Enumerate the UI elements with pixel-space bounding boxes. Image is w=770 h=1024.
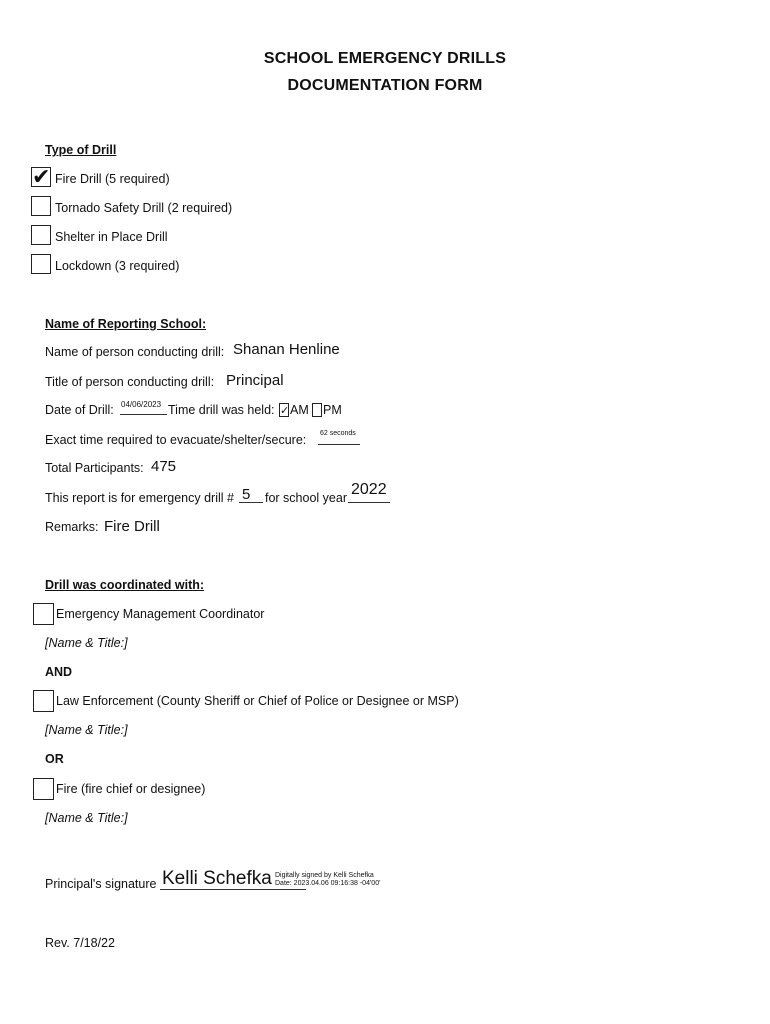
report-number-underline: [239, 502, 263, 503]
type-of-drill-heading: Type of Drill: [45, 143, 117, 157]
law-enforcement-label: Law Enforcement (County Sheriff or Chief of Police or Designee or MSP): [56, 694, 459, 708]
date-field[interactable]: 04/06/2023: [121, 400, 162, 409]
participants-label: Total Participants:: [45, 461, 144, 475]
digital-signature-info: Digitally signed by Kelli Schefka: [275, 872, 374, 879]
or-label: OR: [45, 752, 64, 766]
check-icon: ✔: [32, 164, 51, 189]
fire-chief-label: Fire (fire chief or designee): [56, 782, 206, 796]
date-label: Date of Drill:: [45, 403, 114, 417]
exact-time-field[interactable]: 62 seconds: [320, 430, 356, 437]
check-icon: ✓: [280, 405, 290, 417]
tornado-drill-checkbox[interactable]: [31, 196, 51, 216]
pm-checkbox[interactable]: [312, 403, 322, 417]
law-enforcement-checkbox[interactable]: [33, 690, 54, 712]
emergency-mgmt-checkbox[interactable]: [33, 603, 54, 625]
time-held-label: Time drill was held:: [168, 403, 275, 417]
signature-label: Principal's signature: [45, 877, 157, 891]
tornado-drill-label: Tornado Safety Drill (2 required): [55, 201, 233, 215]
law-name-title-label: [Name & Title:]: [45, 723, 128, 737]
fire-name-title-label: [Name & Title:]: [45, 811, 128, 825]
report-number-field[interactable]: 5: [242, 486, 251, 503]
emergency-name-title-label: [Name & Title:]: [45, 636, 128, 650]
revision-label: Rev. 7/18/22: [45, 936, 115, 950]
remarks-field[interactable]: Fire Drill: [104, 518, 160, 535]
date-underline: [120, 414, 167, 415]
form-title-line2: DOCUMENTATION FORM: [287, 77, 483, 94]
fire-chief-checkbox[interactable]: [33, 778, 54, 800]
emergency-mgmt-label: Emergency Management Coordinator: [56, 607, 265, 621]
and-label: AND: [45, 665, 73, 679]
lockdown-drill-label: Lockdown (3 required): [55, 259, 180, 273]
school-year-underline: [348, 502, 390, 503]
am-label: AM: [290, 403, 309, 417]
exact-time-label: Exact time required to evacuate/shelter/secure:: [45, 433, 307, 447]
signature-field[interactable]: Kelli Schefka: [162, 868, 272, 889]
digital-signature-date: Date: 2023.04.06 09:16:38 -04'00': [275, 880, 381, 887]
lockdown-drill-checkbox[interactable]: [31, 254, 51, 274]
pm-label: PM: [323, 403, 342, 417]
report-label: This report is for emergency drill #: [45, 491, 234, 505]
participants-field[interactable]: 475: [151, 458, 177, 475]
remarks-label: Remarks:: [45, 520, 99, 534]
school-year-label: for school year: [265, 491, 347, 505]
shelter-drill-label: Shelter in Place Drill: [55, 230, 168, 244]
fire-drill-label: Fire Drill (5 required): [55, 172, 170, 186]
school-year-field[interactable]: 2022: [351, 481, 387, 498]
exact-time-underline: [318, 444, 360, 445]
form-title-line1: SCHOOL EMERGENCY DRILLS: [263, 50, 507, 67]
person-title-label: Title of person conducting drill:: [45, 375, 215, 389]
coordinated-heading: Drill was coordinated with:: [45, 578, 205, 592]
reporting-school-heading: Name of Reporting School:: [45, 317, 207, 331]
shelter-drill-checkbox[interactable]: [31, 225, 51, 245]
person-field[interactable]: Shanan Henline: [233, 341, 340, 358]
person-title-field[interactable]: Principal: [226, 372, 284, 389]
person-label: Name of person conducting drill:: [45, 345, 225, 359]
